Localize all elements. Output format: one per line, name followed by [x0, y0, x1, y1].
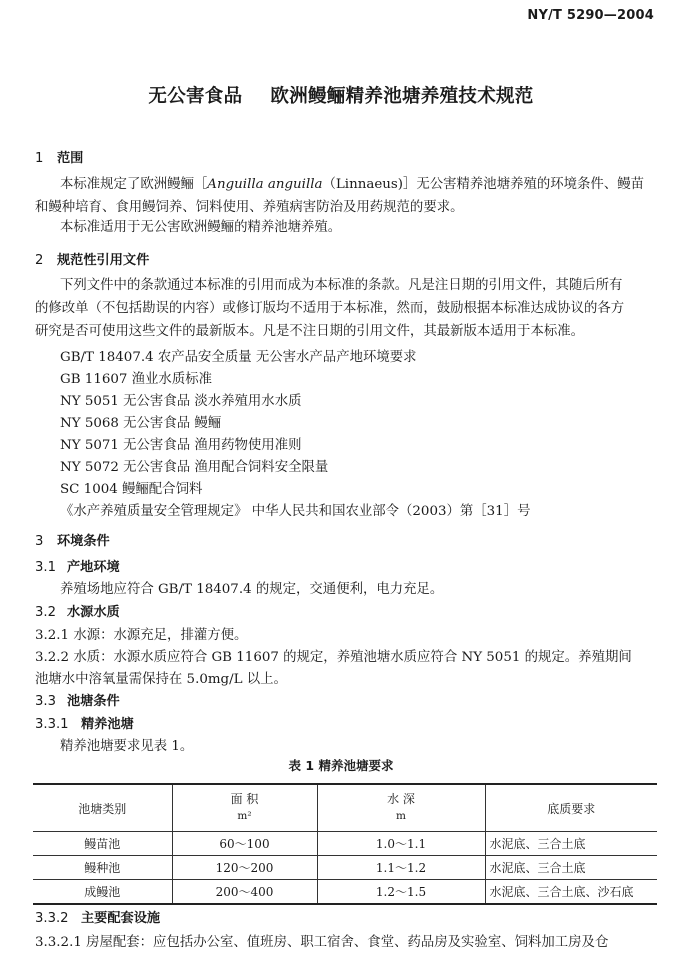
cell-depth: 1.2～1.5 [317, 880, 485, 905]
table-row [33, 880, 657, 905]
section-1-para-2: 本标准适用于无公害欧洲鳗鲡的精养池塘养殖。 [60, 220, 342, 235]
cell-depth: 1.0～1.1 [317, 832, 485, 856]
section-3-2-heading: 3.2 水源水质 [35, 605, 120, 620]
table-1 [33, 783, 657, 905]
section-2-line-1: 下列文件中的条款通过本标准的引用而成为本标准的条款。凡是注日期的引用文件，其随后所有 [60, 278, 623, 293]
cell-area: 200～400 [172, 880, 317, 905]
reference-item: NY 5071 无公害食品 渔用药物使用准则 [60, 438, 302, 453]
depth-unit: m [396, 810, 406, 822]
section-1-heading: 1 范围 [35, 151, 84, 166]
reference-item: GB/T 18407.4 农产品安全质量 无公害水产品产地环境要求 [60, 350, 417, 365]
cell-bottom: 水泥底、三合土底 [485, 856, 657, 880]
section-2-heading: 2 规范性引用文件 [35, 253, 150, 268]
section-3-2-2-line-2: 池塘水中溶氧量需保持在 5.0mg/L 以上。 [35, 672, 287, 687]
section-3-3-1-heading: 3.3.1 精养池塘 [35, 717, 134, 732]
cell-pond-type: 成鳗池 [33, 880, 172, 905]
reference-item: NY 5051 无公害食品 淡水养殖用水水质 [60, 394, 302, 409]
section-3-1-heading: 3.1 产地环境 [35, 560, 120, 575]
cell-depth: 1.1～1.2 [317, 856, 485, 880]
reference-item: 《水产养殖质量安全管理规定》 中华人民共和国农业部令（2003）第［31］号 [60, 504, 531, 519]
cell-bottom: 水泥底、三合土底、沙石底 [485, 880, 657, 905]
table-row [33, 832, 657, 856]
cell-pond-type: 鳗苗池 [33, 832, 172, 856]
header-pond-type: 池塘类别 [33, 784, 172, 832]
table-row [33, 856, 657, 880]
standard-number: NY/T 5290—2004 [527, 8, 654, 23]
reference-item: NY 5072 无公害食品 渔用配合饲料安全限量 [60, 460, 329, 475]
title-part-1: 无公害食品 [148, 86, 243, 107]
section-3-3-2-1-text: 3.3.2.1 房屋配套：应包括办公室、值班房、职工宿舍、食堂、药品房及实验室、饲料加工房及仓 [35, 935, 609, 950]
section-3-2-1-text: 3.2.1 水源：水源充足，排灌方便。 [35, 628, 248, 643]
cell-area: 120～200 [172, 856, 317, 880]
section-3-heading: 3 环境条件 [35, 534, 110, 549]
section-3-2-2-line-1: 3.2.2 水质：水源水质应符合 GB 11607 的规定，养殖池塘水质应符合 NY 5051 的规定。养殖期间 [35, 650, 632, 665]
reference-item: GB 11607 渔业水质标准 [60, 372, 212, 387]
table-header-row [33, 784, 657, 832]
cell-pond-type: 鳗种池 [33, 856, 172, 880]
reference-item: NY 5068 无公害食品 鳗鲡 [60, 416, 222, 431]
area-unit: m² [237, 810, 252, 822]
table-1-caption: 表 1 精养池塘要求 [288, 758, 394, 773]
header-area: 面 积 m² [172, 784, 317, 832]
header-bottom: 底质要求 [485, 784, 657, 832]
document-title [0, 82, 682, 108]
cell-area: 60～100 [172, 832, 317, 856]
section-1-para-1-line-1: 本标准规定了欧洲鳗鲡［Anguilla anguilla（Linnaeus)］无公害精养池塘养殖的环境条件、鳗苗 [60, 177, 644, 192]
section-3-3-2-heading: 3.3.2 主要配套设施 [35, 911, 161, 926]
section-2-line-3: 研究是否可使用这些文件的最新版本。凡是不注日期的引用文件，其最新版本适用于本标准。 [35, 324, 585, 339]
title-part-2: 欧洲鳗鲡精养池塘养殖技术规范 [270, 86, 534, 107]
scientific-name: Anguilla anguilla [207, 177, 323, 192]
section-3-1-text: 养殖场地应符合 GB/T 18407.4 的规定，交通便利，电力充足。 [60, 582, 444, 597]
section-2-line-2: 的修改单（不包括勘误的内容）或修订版均不适用于本标准，然而，鼓励根据本标准达成协议的各方 [35, 301, 625, 316]
section-3-3-heading: 3.3 池塘条件 [35, 694, 120, 709]
section-1-para-1-line-2: 和鳗种培育、食用鳗饲养、饲料使用、养殖病害防治及用药规范的要求。 [35, 200, 464, 215]
header-depth: 水 深 m [317, 784, 485, 832]
section-3-3-1-text: 精养池塘要求见表 1。 [60, 739, 194, 754]
reference-item: SC 1004 鳗鲡配合饲料 [60, 482, 203, 497]
cell-bottom: 水泥底、三合土底 [485, 832, 657, 856]
